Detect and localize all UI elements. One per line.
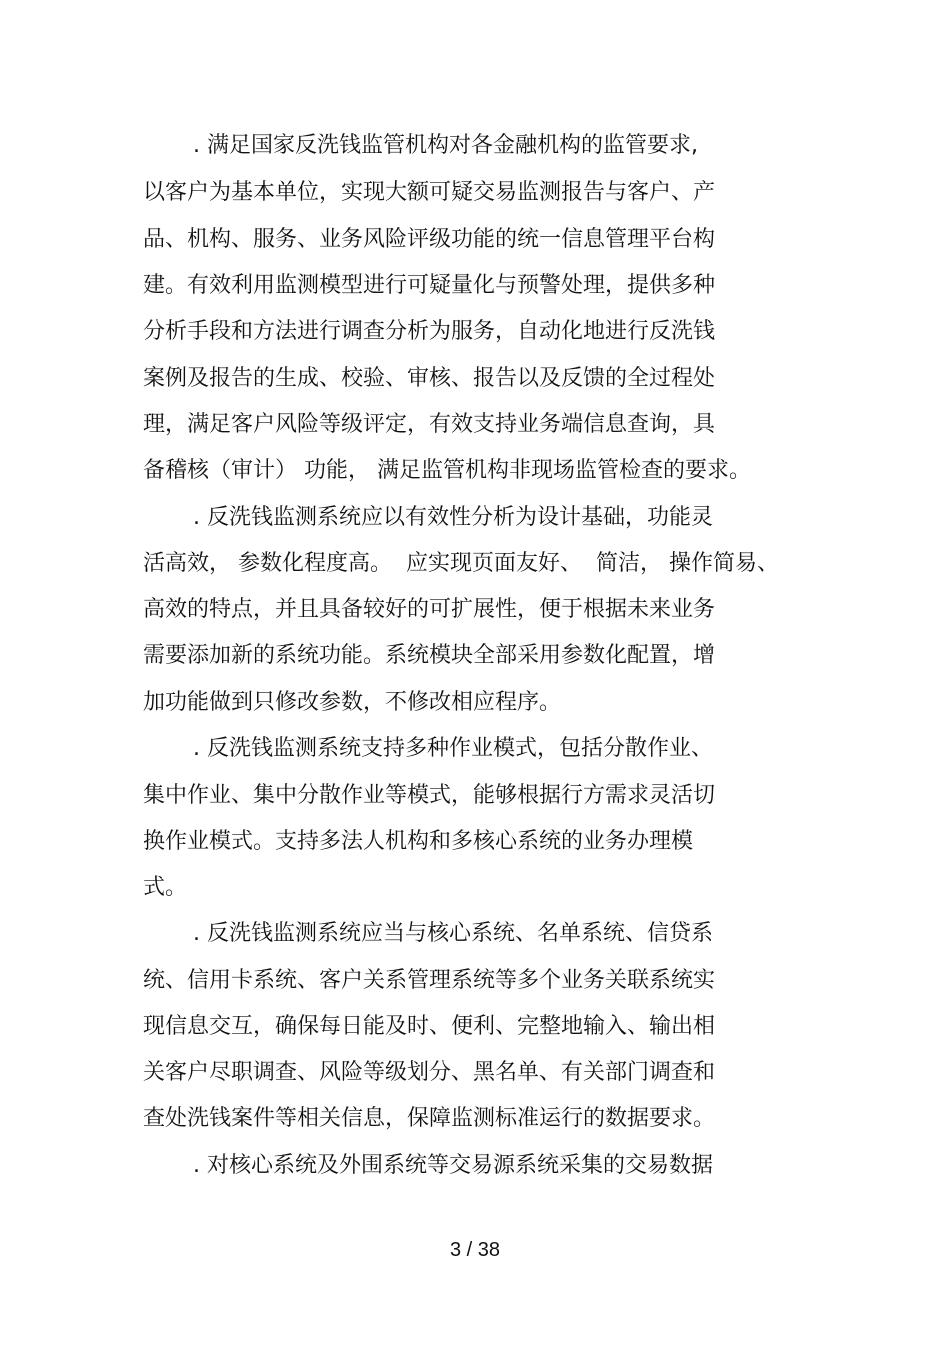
text-line: . 反洗钱监测系统应以有效性分析为设计基础，功能灵 <box>193 505 713 530</box>
text-line: 备稽核（审计） 功能， 满足监管机构非现场监管检查的要求。 <box>143 458 751 483</box>
text-line: 理，满足客户风险等级评定，有效支持业务端信息查询，具 <box>143 412 716 437</box>
text-line: 加功能做到只修改参数，不修改相应程序。 <box>143 690 562 715</box>
text-line: 式。 <box>143 875 188 900</box>
text-line: 高效的特点，并且具备较好的可扩展性，便于根据未来业务 <box>143 597 716 622</box>
text-line: . 反洗钱监测系统支持多种作业模式，包括分散作业、 <box>193 736 713 761</box>
page-number: 3 / 38 <box>449 1239 501 1261</box>
text-line: 活高效， 参数化程度高。 应实现页面友好、 简洁， 操作简易、 <box>143 551 779 576</box>
text-line: 查处洗钱案件等相关信息，保障监测标准运行的数据要求。 <box>143 1106 716 1131</box>
text-line: 品、机构、服务、业务风险评级功能的统一信息管理平台构 <box>143 227 716 252</box>
text-line: 现信息交互，确保每日能及时、便利、完整地输入、输出相 <box>143 1014 716 1039</box>
text-line: 案例及报告的生成、校验、审核、报告以及反馈的全过程处 <box>143 366 716 391</box>
text-line: . 反洗钱监测系统应当与核心系统、名单系统、信贷系 <box>193 921 713 946</box>
text-line: 分析手段和方法进行调查分析为服务，自动化地进行反洗钱 <box>143 319 716 344</box>
text-line: 关客户尽职调查、风险等级划分、黑名单、有关部门调查和 <box>143 1060 716 1085</box>
text-line: 集中作业、集中分散作业等模式，能够根据行方需求灵活切 <box>143 783 716 808</box>
text-line: . 对核心系统及外围系统等交易源系统采集的交易数据 <box>193 1153 713 1178</box>
text-line: 换作业模式。支持多法人机构和多核心系统的业务办理模 <box>143 829 694 854</box>
text-line: 需要添加新的系统功能。系统模块全部采用参数化配置，增 <box>143 643 716 668</box>
text-line: 建。有效利用监测模型进行可疑量化与预警处理，提供多种 <box>143 273 716 298</box>
text-line: . 满足国家反洗钱监管机构对各金融机构的监管要求, <box>193 133 698 158</box>
text-line: 统、信用卡系统、客户关系管理系统等多个业务关联系统实 <box>143 968 716 993</box>
text-line: 以客户为基本单位，实现大额可疑交易监测报告与客户、产 <box>143 180 716 205</box>
